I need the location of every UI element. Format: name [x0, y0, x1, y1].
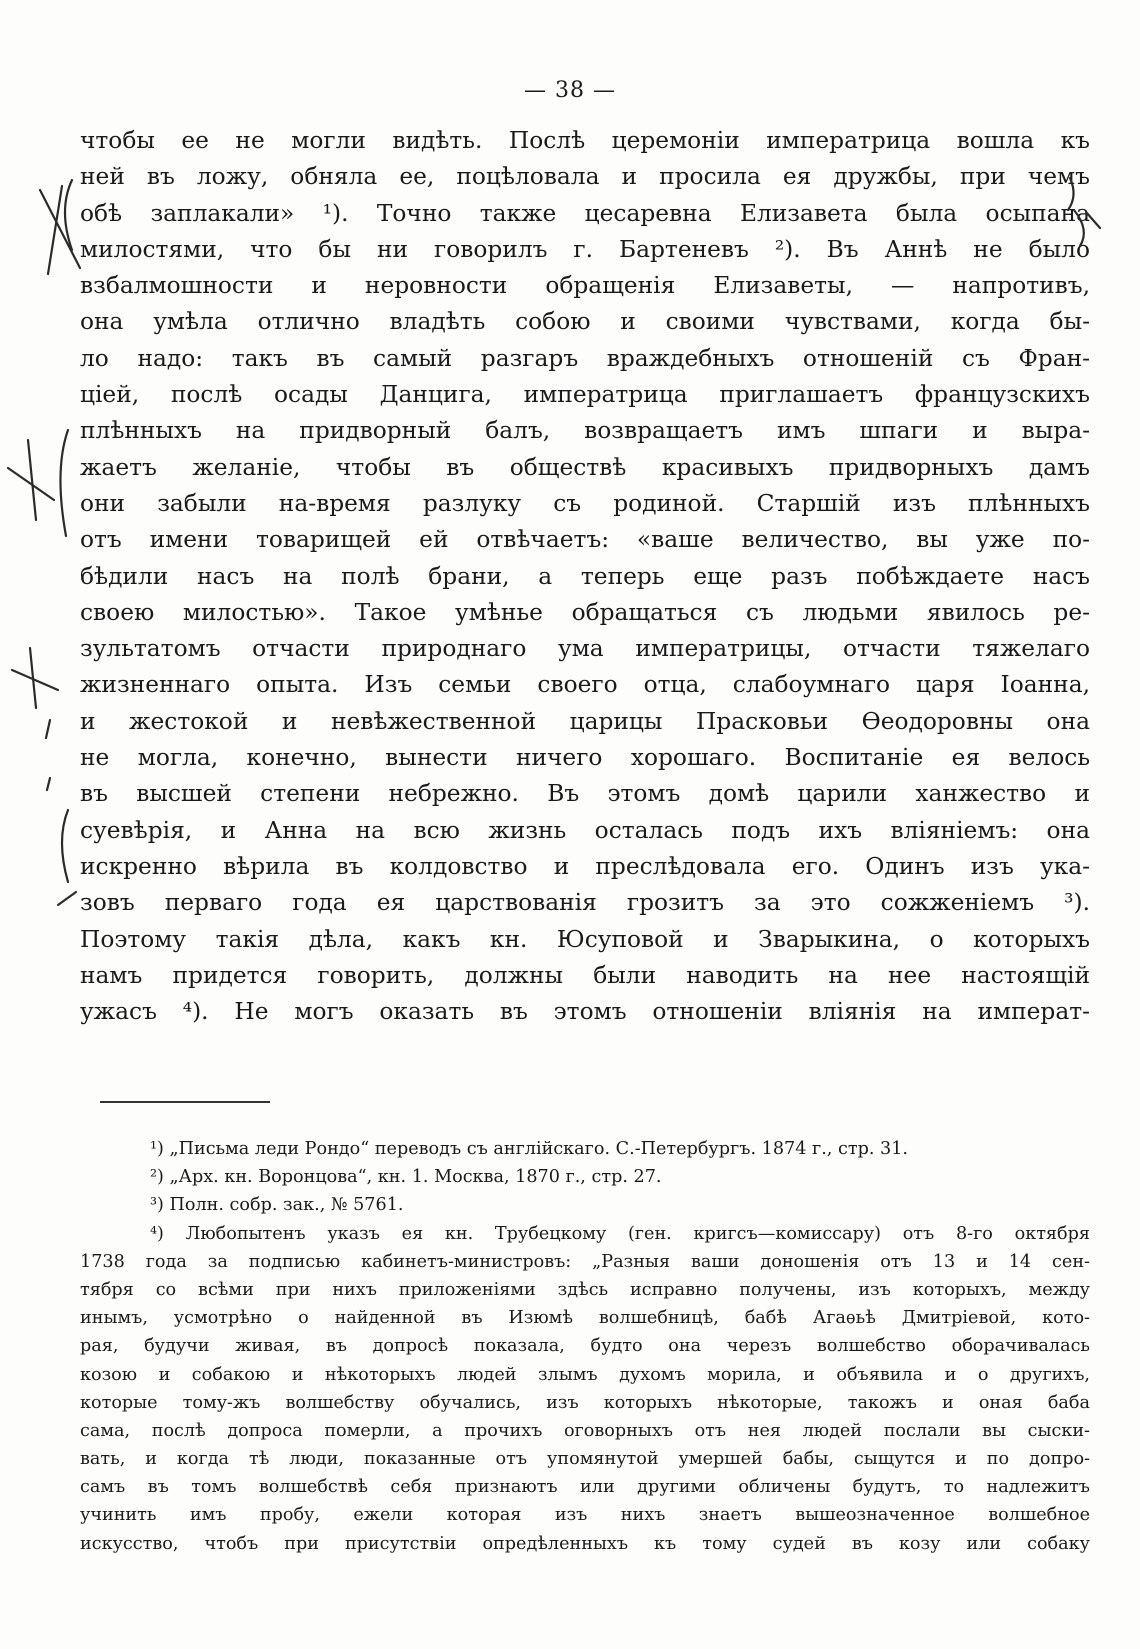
body-line: милостями, что бы ни говорилъ г. Бартеневъ ²). Въ Аннѣ не было	[80, 235, 1090, 263]
pencil-bracket-mark	[60, 430, 68, 536]
footnote-line: самъ въ томъ волшебствѣ себя признаютъ или другими обличены будутъ, то надлежитъ	[80, 1477, 1090, 1498]
body-line: она умѣла отлично владѣть собою и своими чувствами, когда бы-	[80, 308, 1090, 336]
footnote-line: ¹) „Письма леди Рондо“ переводъ съ англійскаго. С.-Петербургъ. 1874 г., стр. 31.	[150, 1139, 909, 1159]
body-line: намъ придется говорить, должны были наводить на нее настоящій	[80, 961, 1090, 989]
body-line: плѣнныхъ на придворный балъ, возвращаетъ имъ шпаги и выра-	[80, 417, 1090, 445]
body-line: они забыли на-время разлуку съ родиной. Старшій изъ плѣнныхъ	[80, 489, 1090, 517]
body-line: взбалмошности и неровности обращенія Елизаветы, — напротивъ,	[80, 272, 1090, 300]
pencil-tick-mark	[47, 778, 50, 790]
footnote-line: 1738 года за подписью кабинетъ-министровъ: „Разныя ваши доношенія отъ 13 и 14 сен-	[80, 1251, 1090, 1272]
footnote-line: вать, и когда тѣ люди, показанные отъ упомянутой умершей бабы, сыщутся и по допро-	[80, 1449, 1090, 1470]
footnotes-block	[80, 1135, 1090, 1558]
body-line: отъ имени товарищей ей отвѣчаетъ: «ваше величество, вы уже по-	[80, 526, 1090, 554]
footnote-line: тября со всѣми при нихъ приложеніями здѣсь исправно получены, изъ которыхъ, между	[80, 1279, 1090, 1300]
footnote-line: инымъ, усмотрѣно о найденной въ Изюмѣ волшебницѣ, бабѣ Агаѳьѣ Дмитріевой, кото-	[80, 1308, 1090, 1329]
pencil-cross-mark	[48, 186, 62, 274]
pencil-bracket-mark	[62, 810, 68, 882]
footnote-line: искусство, чтобъ при присутствіи опредѣленныхъ къ тому судей въ козу или собаку	[80, 1533, 1090, 1554]
body-line: жаетъ желаніе, чтобы въ обществѣ красивыхъ придворныхъ дамъ	[80, 453, 1090, 481]
body-line: чтобы ее не могли видѣть. Послѣ церемоніи императрица вошла къ	[80, 127, 1090, 154]
footnote-line: ³) Полн. собр. зак., № 5761.	[150, 1195, 404, 1216]
pencil-cross-mark	[40, 190, 80, 268]
body-line: ціей, послѣ осады Данцига, императрица приглашаетъ французскихъ	[80, 381, 1090, 409]
pencil-cross-mark	[8, 468, 54, 500]
footnote-line: ²) „Арх. кн. Воронцова“, кн. 1. Москва, 1870 г., стр. 27.	[150, 1167, 662, 1188]
body-line: обѣ заплакали» ¹). Точно также цесаревна Елизавета была осыпана	[80, 199, 1090, 227]
page-number: — 38 —	[524, 78, 616, 103]
footnote-separator	[100, 1101, 270, 1103]
footnote-line: сама, послѣ допроса померли, а прочихъ оговорныхъ отъ нея людей послали вы сыски-	[80, 1420, 1090, 1441]
body-line: жизненнаго опыта. Изъ семьи своего отца, слабоумнаго царя Іоанна,	[80, 671, 1090, 699]
pencil-tick-mark	[12, 670, 58, 690]
pencil-cross-mark	[28, 440, 36, 520]
body-line: въ высшей степени небрежно. Въ этомъ домѣ царили ханжество и	[80, 780, 1090, 808]
body-line: и жестокой и невѣжественной царицы Прасковьи Ѳеодоровны она	[80, 707, 1090, 735]
pencil-tick-mark	[30, 648, 36, 708]
footnote-line: которые тому-жъ волшебству обучались, изъ которыхъ нѣкоторые, такожъ и оная баба	[80, 1392, 1090, 1413]
pencil-tick-mark	[58, 892, 76, 905]
body-line: ужасъ ⁴). Не могъ оказать въ этомъ отношеніи вліянія на императ-	[80, 998, 1090, 1026]
body-line: суевѣрія, и Анна на всю жизнь осталась подъ ихъ вліяніемъ: она	[80, 816, 1090, 844]
pencil-bracket-mark	[65, 180, 72, 250]
body-line: своею милостью». Такое умѣнье обращаться съ людьми явилось ре-	[80, 598, 1090, 626]
footnote-line: козою и собакою и нѣкоторыхъ людей злымъ духомъ морила, и объявила и о другихъ,	[80, 1364, 1090, 1385]
footnote-line: рая, будучи живая, въ допросѣ показала, будто она черезъ волшебство оборачивалась	[80, 1336, 1090, 1357]
body-line: искренно вѣрила въ колдовство и преслѣдовала его. Одинъ изъ ука-	[80, 852, 1090, 880]
body-line: ло надо: такъ въ самый разгаръ враждебныхъ отношеній съ Фран-	[80, 344, 1090, 372]
main-text-block	[80, 123, 1090, 1030]
footnote-line: ⁴) Любопытенъ указъ ея кн. Трубецкому (ген. кригсъ—комиссару) отъ 8-го октября	[150, 1223, 1090, 1244]
body-line: зовъ перваго года ея царствованія грозитъ за это сожженіемъ ³).	[80, 889, 1090, 917]
body-line: Поэтому такія дѣла, какъ кн. Юсуповой и Зварыкина, о которыхъ	[80, 925, 1090, 953]
body-line: ней въ ложу, обняла ее, поцѣловала и просила ея дружбы, при чемъ	[80, 163, 1090, 191]
body-line: бѣдили насъ на полѣ брани, а теперь еще разъ побѣждаете насъ	[80, 562, 1090, 590]
body-line: не могла, конечно, вынести ничего хорошаго. Воспитаніе ея велось	[80, 744, 1090, 772]
body-line: зультатомъ отчасти природнаго ума императрицы, отчасти тяжелаго	[80, 635, 1090, 663]
footnote-line: учинить имъ пробу, ежели которая изъ нихъ знаетъ вышеозначенное волшебное	[80, 1505, 1090, 1526]
pencil-tick-mark	[46, 720, 50, 738]
